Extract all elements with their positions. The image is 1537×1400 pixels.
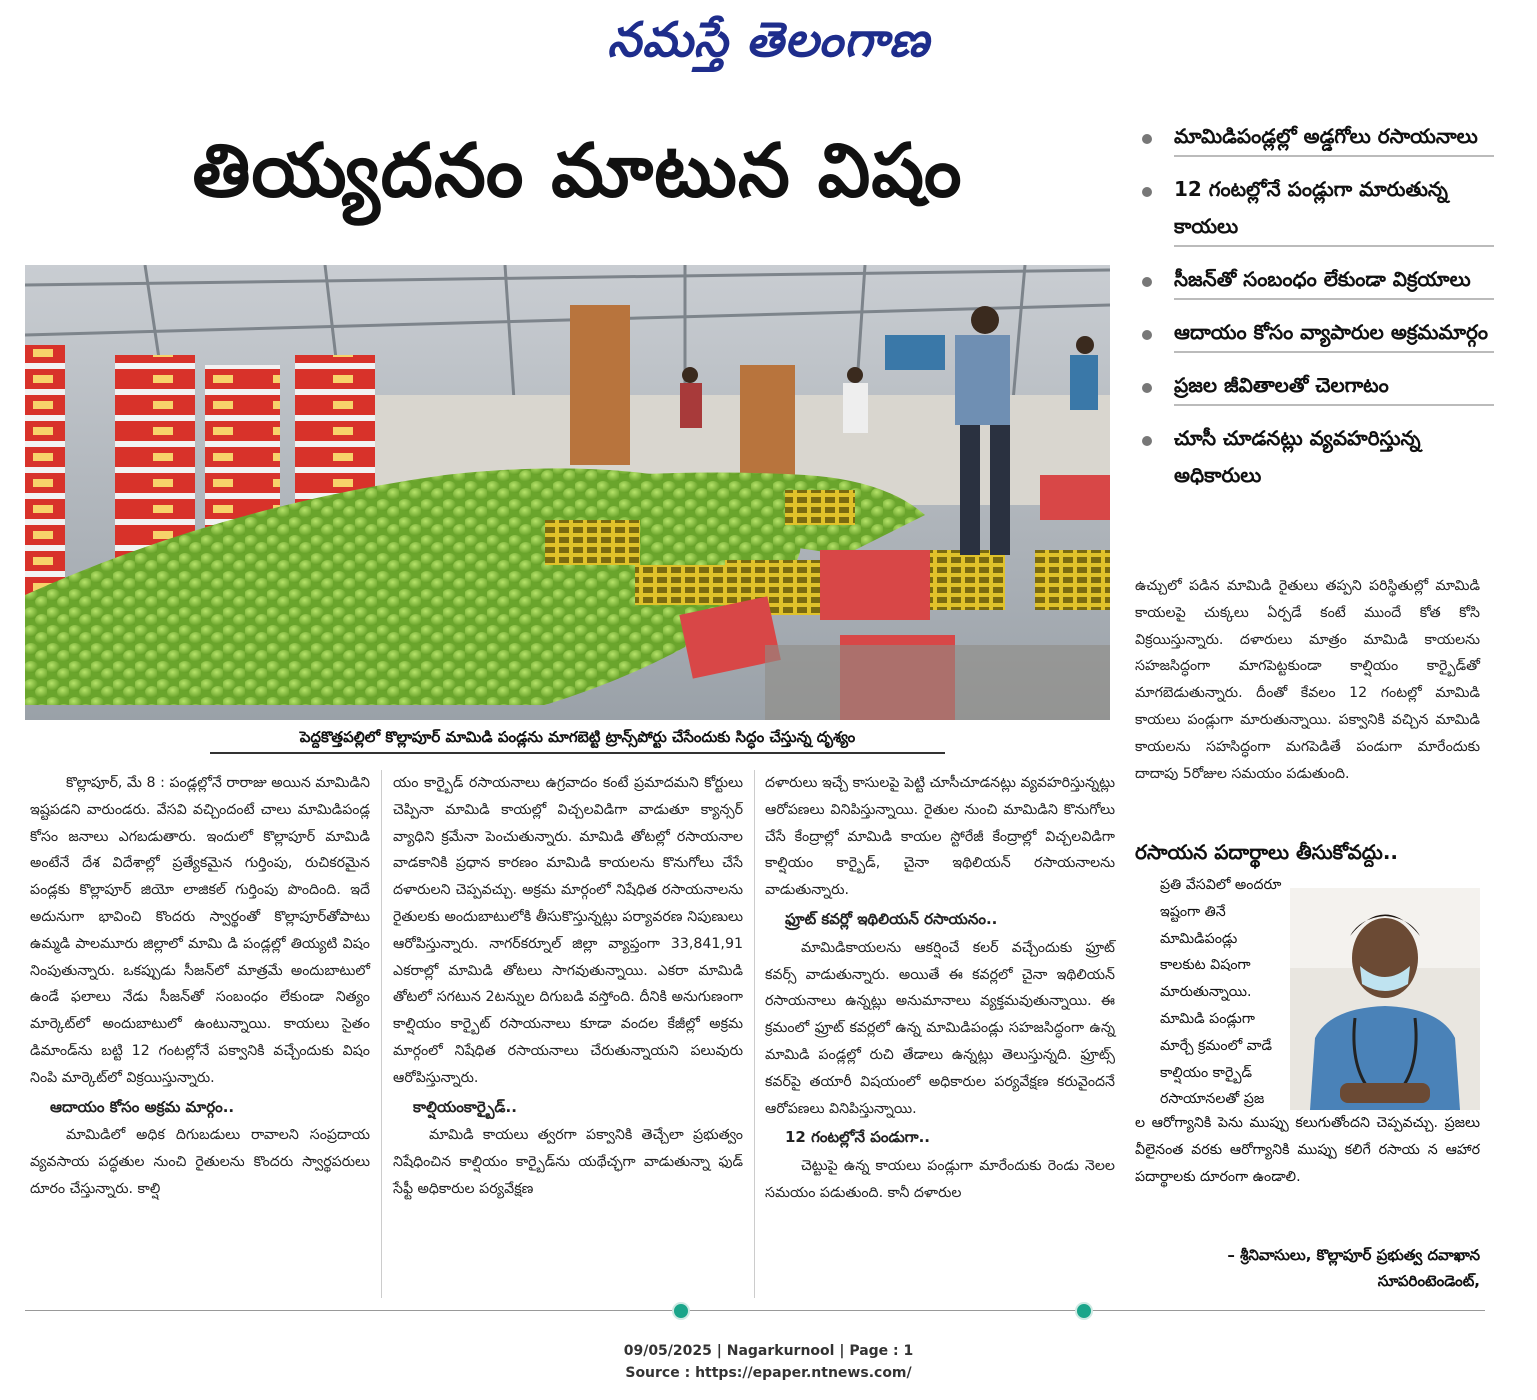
doctor-quote-subhead: రసాయన పదార్థాలు తీసుకోవద్దు..: [1135, 840, 1399, 864]
highlight-item: చూసీ చూడనట్లు వ్యవహరిస్తున్న అధికారులు: [1130, 414, 1525, 502]
article-paragraph: చెట్టుపై ఉన్న కాయలు పండ్లుగా మారేందుకు రెండు నెలల సమయం పడుతుంది. కానీ దళారుల: [765, 1158, 1115, 1201]
doctor-quote-text: ప్రతి వేసవిలో అందరూ ఇష్టంగా తినే మామిడిపండ్లు కాలకుట విషంగా మారుతున్నాయి. మామిడి పండ్లుగా మార్చే క్రమంలో వాడే కాల్షియం కార్బైడ్ రసాయానలతో ప్రజ: [1160, 877, 1282, 1108]
article-column-right: [1135, 573, 1480, 787]
masthead-logo: నమస్తే తెలంగాణ: [607, 12, 930, 68]
column-divider: [754, 770, 755, 1298]
article-column-3: [765, 770, 1115, 1207]
mango-warehouse-photo: [25, 265, 1110, 720]
highlight-item: ఆదాయం కోసం వ్యాపారుల అక్రమమార్గం: [1130, 308, 1525, 361]
article-paragraph: కొల్లాపూర్, మే 8 : పండ్లల్లోనే రారాజు అయిన మామిడిని ఇష్టపడని వారుండరు. వేసవి వచ్చిందంటే చాలు మామిడిపండ్ల కోసం జనాలు ఎగబడుతారు. ఇందులో కొల్లాపూర్ మామిడి అంటేనే దేశ విదేశాల్లో ప్రత్యేకమైన గుర్తింపు, రుచికరమైన పండ్లకు కొల్లాపూర్ జియో లాజికల్ గుర్తింపు పొందింది. ఇదే అదునుగా భావించి కొందరు స్వార్థంతో కొల్లాపూర్‌తోపాటు ఉమ్మడి పాలమూరు జిల్లాలో మామి డి పండ్లల్లో తియ్యటి విషం నింపుతున్నారు. ఒకప్పుడు సీజన్‌లో మాత్రమే అందుబాటులో ఉండే ఫలాలు నేడు సీజన్‌తో సంబంధం లేకుండా నిత్యం మార్కెట్‌లో అందుబాటులో ఉంటున్నాయి. కాయలు సైతం డిమాండ్‌ను బట్టి 12 గంటల్లోనే పక్వానికి వచ్చేందుకు విషం నింపి మార్కెట్‌లో విక్రయిస్తున్నారు.: [30, 775, 370, 1086]
headline: తియ్యదనం మాటున విషం: [192, 128, 963, 214]
doctor-attribution: – శ్రీనివాసులు, కొల్లాపూర్ ప్రభుత్వ దవాఖాన సూపరింటెండెంట్,: [1227, 1246, 1480, 1290]
article-subhead: కాల్షియంకార్బైడ్..: [413, 1097, 517, 1116]
footer-dot-icon: [1075, 1302, 1093, 1320]
article-paragraph: యం కార్బైడ్ రసాయనాలు ఉగ్రవాదం కంటే ప్రమాదమని కోర్టులు చెప్పినా మామిడి కాయల్లో విచ్చలవిడిగా వాడుతూ క్యాన్సర్ వ్యాధిని క్రమేనా పెంచుతున్నారు. మామిడి తోటల్లో రసాయనాల వాడకానికి ప్రధాన కారణం మామిడి కాయలను కొనుగోలు చేసే దళారులని చెప్పవచ్చు. అక్రమ మార్గంలో నిషేధిత రసాయనాలను రైతులకు అందుబాటులోకి తీసుకొస్తున్నట్లు పర్యావరణ నిపుణులు ఆరోపిస్తున్నారు. నాగర్‌కర్నూల్ జిల్లా వ్యాప్తంగా 33,841,91 ఎకరాల్లో మామిడి తోటలు సాగవుతున్నాయి. ఎకరా మామిడి తోటలో సగటున 2టన్నుల దిగుబడి వస్తోంది. దీనికి అనుగుణంగా కాల్షియం కార్బైట్ రసాయనాలు కూడా వందల కేజీల్లో అక్రమ మార్గంలో నిషేధిత రసాయనాలు చేరుతున్నాయని పలువురు ఆరోపిస్తున్నారు.: [393, 775, 743, 1086]
highlight-item: ప్రజల జీవితాలతో చెలగాటం: [1130, 361, 1525, 414]
page-footer: [0, 1340, 1537, 1384]
doctor-quote-text: ల ఆరోగ్యానికి పెను ముప్పు కలుగుతోందని చెప్పవచ్చు. ప్రజలు వీలైనంత వరకు ఆరోగ్యానికి ముప్పు కలిగే రసాయ న ఆహార పదార్థాలకు దూరంగా ఉండాలి.: [1135, 1115, 1480, 1185]
highlight-item: సీజన్‌తో సంబంధం లేకుండా విక్రయాలు: [1130, 255, 1525, 308]
highlights-list: [1130, 112, 1525, 502]
footer-dot-icon: [672, 1302, 690, 1320]
footer-date-page: 09/05/2025 | Nagarkurnool | Page : 1: [623, 1343, 914, 1359]
article-paragraph: ఉచ్చులో పడిన మామిడి రైతులు తప్పని పరిస్థితుల్లో మామిడి కాయలపై చుక్కలు ఏర్పడే కంటే ముందే కోత కోసి విక్రయిస్తున్నారు. దళారులు మాత్రం మామిడి కాయలను సహజసిద్ధంగా మాగపెట్టకుండా కాల్షియం కార్బైడ్‌తో మాగబెడుతున్నారు. దీంతో కేవలం 12 గంటల్లో మామిడి కాయలు పండ్లుగా మారుతున్నాయి. పక్వానికి వచ్చిన మామిడి కాయలను సహసిద్ధంగా మగపెడితే పండుగా మారేందుకు దాదాపు 5రోజుల సమయం పడుతుంది.: [1135, 578, 1480, 782]
doctor-photo: [1290, 888, 1480, 1110]
highlight-item: మామిడిపండ్లల్లో అడ్డగోలు రసాయనాలు: [1130, 112, 1525, 165]
article-subhead: 12 గంటల్లోనే పండుగా..: [785, 1128, 930, 1147]
photo-illustration: [25, 265, 1110, 720]
doctor-illustration: [1290, 888, 1480, 1110]
footer-source[interactable]: Source : https://epaper.ntnews.com/: [625, 1365, 912, 1381]
article-paragraph: మామిడి కాయలు త్వరగా పక్వానికి తెచ్చేలా ప్రభుత్వం నిషేధించిన కాల్షియం కార్బైడ్‌ను యథేచ్ఛగా వాడుతున్నా ఫుడ్ సేఫ్టీ అధికారుల పర్యవేక్షణ: [393, 1127, 743, 1197]
article-paragraph: మామిడికాయలను ఆకర్షించే కలర్ వచ్చేందుకు ఫ్రూట్ కవర్స్ వాడుతున్నారు. అయితే ఈ కవర్లలో చైనా ఇథిలియన్ రసాయనాలు ఉన్నట్లు అనుమానాలు వ్యక్తమవుతున్నాయి. ఈ క్రమంలో ఫ్రూట్ కవర్లలో ఉన్న మామిడిపండ్లు సహజసిద్ధంగా ఉన్న మామిడి పండ్లల్లో రుచి తేడాలు ఉన్నట్లు తెలుస్తున్నది. ఫ్రూట్స్ కవర్‌పై తయారీ విషయంలో అధికారుల పర్యవేక్షణ కరువైందనే ఆరోపణలు వినిపిస్తున్నాయి.: [765, 939, 1115, 1117]
article-paragraph: మామిడిలో అధిక దిగుబడులు రావాలని సంప్రదాయ వ్యవసాయ పద్ధతుల నుంచి రైతులను కొందరు స్వార్థపరులు దూరం చేస్తున్నారు. కాల్షి: [30, 1127, 370, 1197]
article-subhead: ఫ్రూట్ కవర్లో ఇథిలియన్ రసాయనం..: [785, 909, 998, 928]
photo-caption: పెద్దకొత్తపల్లిలో కొల్లాపూర్ మామిడి పండ్లను మాగబెట్టి ట్రాన్స్‌పోర్టు చేసేందుకు సిద్ధం చేస్తున్న దృశ్యం: [210, 728, 945, 754]
article-subhead: ఆదాయం కోసం అక్రమ మార్గం..: [50, 1097, 235, 1116]
highlight-item: 12 గంటల్లోనే పండ్లుగా మారుతున్న కాయలు: [1130, 165, 1525, 255]
article-paragraph: దళారులు ఇచ్చే కాసులపై పెట్టి చూసీచూడనట్లు వ్యవహరిస్తున్నట్లు ఆరోపణలు వినిపిస్తున్నాయి. రైతుల నుంచి మామిడిని కొనుగోలు చేసే కేంద్రాల్లో మామిడి కాయల స్టోరేజీ కేంద్రాల్లో విచ్చలవిడిగా కాల్షియం కార్బైడ్, చైనా ఇథిలియన్ రసాయనాలను వాడుతున్నారు.: [765, 775, 1115, 899]
column-divider: [381, 770, 382, 1298]
article-column-2: [393, 770, 743, 1203]
footer-rule: [25, 1310, 1485, 1311]
article-column-1: [30, 770, 370, 1203]
